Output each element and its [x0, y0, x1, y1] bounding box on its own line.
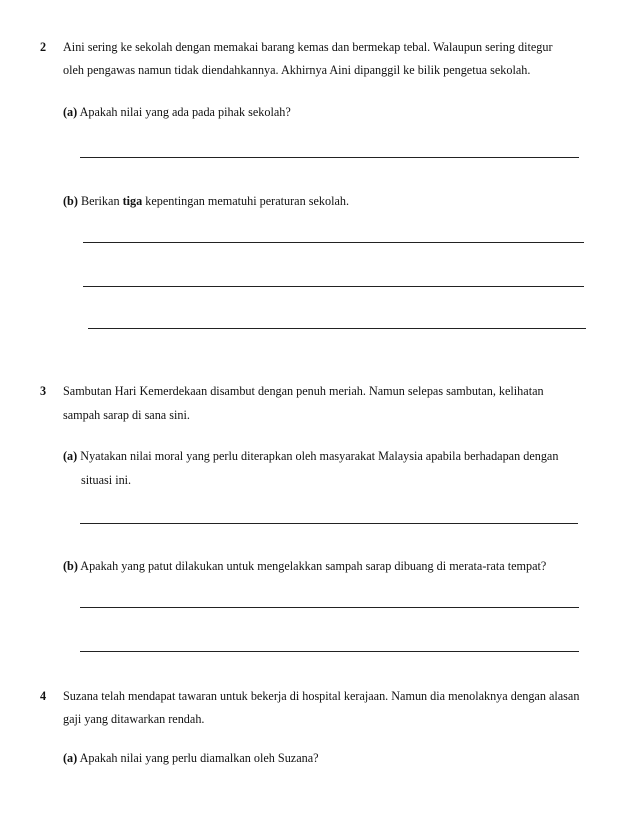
question-2a [63, 105, 291, 120]
question-3-stem-line-1: Sambutan Hari Kemerdekaan disambut dengan penuh meriah. Namun selepas sambutan, kelihatan [63, 384, 544, 398]
question-2a-label: (a) [63, 105, 78, 119]
question-3a-label: (a) [63, 449, 78, 463]
question-2b-text-pre: Berikan [80, 194, 120, 208]
question-3b [63, 559, 546, 574]
question-3b-text: Apakah yang patut dilakukan untuk mengelakkan sampah sarap dibuang di merata-rata tempat? [80, 559, 547, 573]
answer-line-2b-2[interactable] [83, 286, 584, 287]
question-3b-label: (b) [63, 559, 78, 573]
answer-line-3b-1[interactable] [80, 607, 579, 608]
question-3-stem-line-2: sampah sarap di sana sini. [63, 408, 190, 422]
question-2-number: 2 [40, 40, 47, 54]
question-2b-label: (b) [63, 194, 78, 208]
question-2b [63, 194, 349, 209]
answer-line-3a[interactable] [80, 523, 578, 524]
question-3a-text-line-2: situasi ini. [81, 473, 132, 487]
answer-line-2a[interactable] [80, 157, 579, 158]
question-4a-label: (a) [63, 751, 78, 765]
question-4-stem-line-2: gaji yang ditawarkan rendah. [63, 712, 205, 726]
question-3-number: 3 [40, 384, 47, 398]
question-4a-text: Apakah nilai yang perlu diamalkan oleh Suzana? [79, 751, 319, 765]
question-3a-line-1 [63, 449, 558, 464]
answer-line-2b-1[interactable] [83, 242, 584, 243]
question-2-stem-line-2: oleh pengawas namun tidak diendahkannya. Akhirnya Aini dipanggil ke bilik pengetua sekolah. [63, 63, 531, 77]
answer-line-2b-3[interactable] [88, 328, 586, 329]
question-2a-text: Apakah nilai yang ada pada pihak sekolah? [79, 105, 291, 119]
question-3a-text-line-1: Nyatakan nilai moral yang perlu diterapkan oleh masyarakat Malaysia apabila berhadapan dengan [80, 449, 559, 463]
question-4-number: 4 [40, 689, 47, 703]
question-2-stem-line-1: Aini sering ke sekolah dengan memakai barang kemas dan bermekap tebal. Walaupun sering ditegur [63, 40, 553, 54]
question-4a [63, 751, 319, 766]
question-2b-text-post: kepentingan mematuhi peraturan sekolah. [145, 194, 350, 208]
question-2b-text-bold: tiga [122, 194, 143, 208]
answer-line-3b-2[interactable] [80, 651, 579, 652]
question-4-stem-line-1: Suzana telah mendapat tawaran untuk bekerja di hospital kerajaan. Namun dia menolaknya dengan alasan [63, 689, 580, 703]
